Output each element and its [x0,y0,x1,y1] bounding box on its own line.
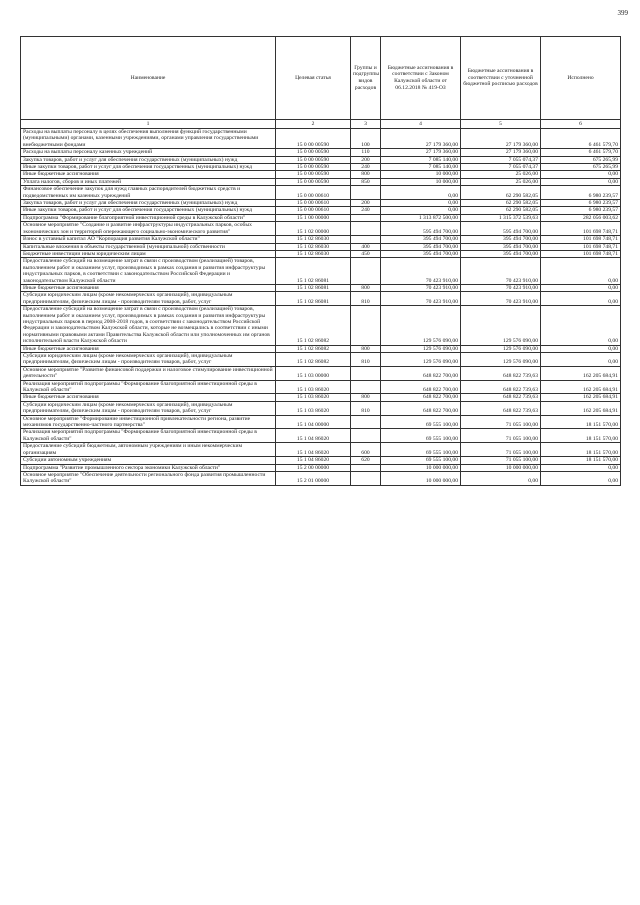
row-code: 15 0 00 00590 [276,149,351,156]
row-group [351,380,381,394]
table-row [21,243,621,250]
row-name: Предоставление субсидий на возмещение затрат в связи с производством (реализацией) товаров, выполнением работ и оказанием услуг, производимых в рамках создания и развития инфраструктуры индустриальных парков, в соответствии с законодательством Российской Федерации и законодательством Калужской области [21,258,276,285]
row-name: Иные бюджетные ассигнования [21,284,276,291]
table-row [21,292,621,306]
row-law-amount: 129 576 090,00 [381,306,461,345]
row-name: Предоставление субсидий на возмещение затрат в связи с производством (реализацией) товаров, выполнением работ и оказанием услуг, производимых в рамках создания и развития инфраструктуры индустриальных парков в период 2008-2018 годов, в соответствии с законодательством Российской Федерации и законодательством Калужской области, которые не возмещались в соответствии с иными нормативными правовыми актами Правительства Калужской области или уполномоченных им органов исполнительной власти Калужской области [21,306,276,345]
row-executed-amount: 101 698 748,71 [541,243,621,250]
row-executed-amount: 162 205 684,91 [541,380,621,394]
row-executed-amount: 101 698 748,71 [541,222,621,236]
row-group: 240 [351,207,381,214]
row-law-amount: 648 822 700,00 [381,394,461,401]
row-executed-amount: 0,00 [541,353,621,367]
row-law-amount: 27 179 360,00 [381,129,461,149]
row-code: 15 1 02 86030 [276,243,351,250]
row-group: 800 [351,171,381,178]
row-name: Реализация мероприятий подпрограммы "Формирование благоприятной инвестиционной среды в Калужской области" [21,380,276,394]
row-budget-amount: 25 026,00 [461,171,541,178]
table-row [21,156,621,163]
row-law-amount: 70 423 910,00 [381,258,461,285]
row-budget-amount: 70 423 910,00 [461,284,541,291]
row-code: 15 1 04 86020 [276,429,351,443]
row-executed-amount: 6 980 239,57 [541,200,621,207]
page-number: 399 [617,9,628,17]
row-executed-amount: 101 698 748,71 [541,236,621,243]
row-budget-amount: 25 026,00 [461,178,541,185]
row-code: 15 1 02 86030 [276,250,351,257]
table-row [21,415,621,429]
row-name: Основное мероприятие "Развитие финансовой поддержки и налоговое стимулирование инвестиционной деятельности" [21,366,276,380]
row-budget-amount: 7 055 074,37 [461,156,541,163]
row-budget-amount: 70 423 910,00 [461,258,541,285]
table-row [21,164,621,171]
row-executed-amount: 162 205 684,91 [541,401,621,415]
table-row [21,236,621,243]
row-code: 15 1 02 86082 [276,353,351,367]
row-name: Реализация мероприятий подпрограммы "Формирование благоприятной инвестиционной среды в Калужской области" [21,429,276,443]
row-law-amount: 69 555 100,00 [381,429,461,443]
row-budget-amount: 62 290 582,05 [461,186,541,200]
row-budget-amount: 395 494 700,00 [461,250,541,257]
row-code: 15 0 00 00590 [276,156,351,163]
column-number-row [21,120,621,129]
row-code: 15 0 00 00610 [276,207,351,214]
row-budget-amount: 648 822 739,63 [461,394,541,401]
row-law-amount: 595 494 700,00 [381,222,461,236]
row-law-amount: 129 576 090,00 [381,353,461,367]
table-row [21,200,621,207]
row-group: 400 [351,243,381,250]
row-group: 100 [351,129,381,149]
row-law-amount: 395 494 700,00 [381,243,461,250]
row-group: 600 [351,443,381,457]
row-law-amount: 69 555 100,00 [381,457,461,464]
row-budget-amount: 7 055 074,37 [461,164,541,171]
row-law-amount: 70 423 910,00 [381,284,461,291]
row-law-amount: 1 313 872 500,00 [381,214,461,221]
column-number: 2 [276,120,351,129]
row-code: 15 1 03 86020 [276,401,351,415]
row-group [351,366,381,380]
row-law-amount: 648 822 700,00 [381,380,461,394]
row-code: 15 0 00 00590 [276,178,351,185]
row-name: Основное мероприятие "Формирование инвестиционной привлекательности региона, развитие механизмов государственно-частного партнерства" [21,415,276,429]
row-name: Основное мероприятие "Обеспечение деятельности регионального фонда развития промышленности Калужской области" [21,471,276,485]
table-row [21,380,621,394]
row-budget-amount: 648 822 739,63 [461,380,541,394]
row-law-amount: 69 555 100,00 [381,415,461,429]
row-group: 810 [351,353,381,367]
table-row [21,207,621,214]
row-group [351,186,381,200]
table-row [21,401,621,415]
row-group [351,306,381,345]
row-executed-amount: 6 461 579,70 [541,129,621,149]
row-law-amount: 395 494 700,00 [381,250,461,257]
row-code: 15 0 00 00590 [276,129,351,149]
row-code: 15 1 04 00000 [276,415,351,429]
row-executed-amount: 162 205 684,91 [541,394,621,401]
row-name: Закупка товаров, работ и услуг для обеспечения государственных (муниципальных) нужд [21,156,276,163]
row-law-amount: 648 822 700,00 [381,366,461,380]
column-number: 5 [461,120,541,129]
row-name: Субсидии юридическим лицам (кроме некоммерческих организаций), индивидуальным предпринимателям, физическим лицам - производителям товаров, работ, услуг [21,401,276,415]
row-executed-amount: 18 151 570,00 [541,415,621,429]
row-group: 800 [351,284,381,291]
row-group [351,214,381,221]
row-budget-amount: 1 315 372 539,63 [461,214,541,221]
column-number: 4 [381,120,461,129]
row-law-amount: 70 423 910,00 [381,292,461,306]
column-number: 3 [351,120,381,129]
table-row [21,222,621,236]
row-budget-amount: 395 494 700,00 [461,243,541,250]
row-code: 15 1 02 86082 [276,306,351,345]
row-executed-amount: 0,00 [541,258,621,285]
row-executed-amount: 0,00 [541,292,621,306]
table-row [21,464,621,471]
row-law-amount: 10 000 000,00 [381,471,461,485]
row-code: 15 0 00 00590 [276,171,351,178]
row-executed-amount: 0,00 [541,171,621,178]
table-row [21,129,621,149]
header-code: Целевая статья [276,37,351,120]
row-group: 850 [351,178,381,185]
row-budget-amount: 27 179 360,00 [461,129,541,149]
row-code: 15 1 02 86081 [276,284,351,291]
row-budget-amount: 70 423 910,00 [461,292,541,306]
header-name: Наименование [21,37,276,120]
budget-table [20,36,621,486]
row-name: Субсидии юридическим лицам (кроме некоммерческих организаций), индивидуальным предпринимателям, физическим лицам - производителям товаров, работ, услуг [21,292,276,306]
row-name: Иные бюджетные ассигнования [21,171,276,178]
row-name: Расходы на выплаты персоналу в целях обеспечения выполнения функций государственными (муниципальными) органами, казенными учреждениями, органами управления государственными внебюджетными фондами [21,129,276,149]
row-executed-amount: 18 151 570,00 [541,443,621,457]
row-group: 810 [351,292,381,306]
table-row [21,258,621,285]
row-group: 200 [351,200,381,207]
row-group [351,471,381,485]
row-group: 800 [351,394,381,401]
row-code: 15 1 04 86020 [276,443,351,457]
row-budget-amount: 62 290 582,05 [461,200,541,207]
row-executed-amount: 282 056 003,62 [541,214,621,221]
row-budget-amount: 129 576 090,00 [461,345,541,352]
row-name: Подпрограмма "Развитие промышленного сектора экономики Калужской области" [21,464,276,471]
table-row [21,250,621,257]
row-group: 800 [351,345,381,352]
row-budget-amount: 71 055 100,00 [461,457,541,464]
row-name: Субсидии юридическим лицам (кроме некоммерческих организаций), индивидуальным предпринимателям, физическим лицам - производителям товаров, работ, услуг [21,353,276,367]
row-code: 15 1 02 00000 [276,222,351,236]
row-group [351,258,381,285]
row-budget-amount: 595 494 700,00 [461,222,541,236]
row-executed-amount: 675 265,99 [541,156,621,163]
row-group: 450 [351,250,381,257]
row-law-amount: 10 000,00 [381,178,461,185]
row-budget-amount: 10 000 000,00 [461,464,541,471]
row-code: 15 0 00 00590 [276,164,351,171]
row-name: Иные бюджетные ассигнования [21,394,276,401]
table-row [21,178,621,185]
table-row [21,171,621,178]
row-code: 15 1 04 86020 [276,457,351,464]
row-law-amount: 10 000,00 [381,171,461,178]
row-budget-amount: 71 055 100,00 [461,429,541,443]
row-executed-amount: 6 980 239,57 [541,207,621,214]
row-group [351,415,381,429]
row-budget-amount: 648 822 739,63 [461,366,541,380]
row-code: 15 1 03 86020 [276,380,351,394]
row-code: 15 1 02 86081 [276,258,351,285]
table-row [21,214,621,221]
row-budget-amount: 62 290 582,05 [461,207,541,214]
row-group: 200 [351,156,381,163]
table-row [21,394,621,401]
row-name: Взнос в уставный капитал АО "Корпорация развития Калужской области" [21,236,276,243]
row-executed-amount: 0,00 [541,284,621,291]
row-name: Бюджетные инвестиции иным юридическим лицам [21,250,276,257]
row-law-amount: 0,00 [381,207,461,214]
row-code: 15 1 02 86030 [276,236,351,243]
table-row [21,149,621,156]
row-executed-amount: 162 205 684,91 [541,366,621,380]
row-executed-amount: 6 980 239,57 [541,186,621,200]
table-row [21,306,621,345]
row-executed-amount: 6 461 579,70 [541,149,621,156]
header-group: Группы и подгруппы видов расходов [351,37,381,120]
row-budget-amount: 0,00 [461,471,541,485]
row-name: Основное мероприятие "Создание и развитие инфраструктуры индустриальных парков, особых экономических зон и территорий опережающего социально-экономического развития" [21,222,276,236]
row-executed-amount: 18 151 570,00 [541,457,621,464]
row-group: 810 [351,401,381,415]
row-executed-amount: 101 698 748,71 [541,250,621,257]
row-law-amount: 0,00 [381,200,461,207]
row-name: Иные закупки товаров, работ и услуг для обеспечения государственных (муниципальных) нужд [21,164,276,171]
table-row [21,186,621,200]
table-row [21,429,621,443]
header-row [21,37,621,120]
row-law-amount: 69 555 100,00 [381,443,461,457]
row-budget-amount: 648 822 739,63 [461,401,541,415]
row-law-amount: 7 085 140,00 [381,164,461,171]
table-row [21,284,621,291]
row-executed-amount: 675 265,99 [541,164,621,171]
row-executed-amount: 0,00 [541,306,621,345]
row-code: 15 2 00 00000 [276,464,351,471]
row-law-amount: 27 179 360,00 [381,149,461,156]
table-row [21,366,621,380]
row-code: 15 1 03 00000 [276,366,351,380]
table-row [21,353,621,367]
row-executed-amount: 0,00 [541,471,621,485]
row-law-amount: 0,00 [381,186,461,200]
row-name: Подпрограмма "Формирование благоприятной инвестиционной среды в Калужской области" [21,214,276,221]
row-name: Закупка товаров, работ и услуг для обеспечения государственных (муниципальных) нужд [21,200,276,207]
table-row [21,471,621,485]
row-law-amount: 395 494 700,00 [381,236,461,243]
row-code: 15 1 02 86081 [276,292,351,306]
column-number: 6 [541,120,621,129]
row-code: 15 2 01 00000 [276,471,351,485]
row-group [351,222,381,236]
row-budget-amount: 129 576 090,00 [461,306,541,345]
row-law-amount: 648 822 700,00 [381,401,461,415]
row-group [351,429,381,443]
row-code: 15 1 02 86082 [276,345,351,352]
row-code: 15 0 00 00610 [276,186,351,200]
row-name: Иные закупки товаров, работ и услуг для обеспечения государственных (муниципальных) нужд [21,207,276,214]
row-budget-amount: 129 576 090,00 [461,353,541,367]
row-code: 15 0 00 00610 [276,200,351,207]
row-executed-amount: 18 151 570,00 [541,429,621,443]
row-budget-amount: 71 055 100,00 [461,443,541,457]
row-executed-amount: 0,00 [541,345,621,352]
row-name: Капитальные вложения в объекты государственной (муниципальной) собственности [21,243,276,250]
row-name: Субсидии автономным учреждениям [21,457,276,464]
row-executed-amount: 0,00 [541,178,621,185]
row-law-amount: 10 000 000,00 [381,464,461,471]
row-name: Расходы на выплаты персоналу казенных учреждений [21,149,276,156]
row-executed-amount: 0,00 [541,464,621,471]
row-budget-amount: 71 055 100,00 [461,415,541,429]
table-row [21,457,621,464]
row-group: 240 [351,164,381,171]
row-budget-amount: 395 494 700,00 [461,236,541,243]
row-code: 15 1 03 86020 [276,394,351,401]
header-done: Исполнено [541,37,621,120]
table-row [21,345,621,352]
row-name: Уплата налогов, сборов и иных платежей [21,178,276,185]
header-budget: Бюджетные ассигнования в соответствии с уточненной бюджетной росписью расходов [461,37,541,120]
row-name: Предоставление субсидий бюджетным, автономным учреждениям и иным некоммерческим организациям [21,443,276,457]
row-group: 110 [351,149,381,156]
row-code: 15 1 00 00000 [276,214,351,221]
row-name: Иные бюджетные ассигнования [21,345,276,352]
row-name: Финансовое обеспечение закупок для нужд главных распорядителей бюджетных средств и подведомственных им казенных учреждений [21,186,276,200]
row-group: 620 [351,457,381,464]
table-row [21,443,621,457]
header-law: Бюджетные ассигнования в соответствии с Законом Калужской области от 06.12.2018 № 419-ОЗ [381,37,461,120]
column-number: 1 [21,120,276,129]
row-law-amount: 129 576 090,00 [381,345,461,352]
row-budget-amount: 27 179 360,00 [461,149,541,156]
row-law-amount: 7 085 140,00 [381,156,461,163]
row-group [351,236,381,243]
row-group [351,464,381,471]
